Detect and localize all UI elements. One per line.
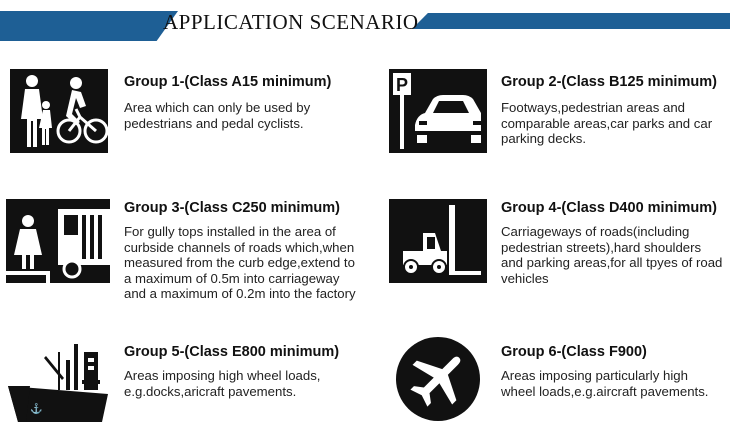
banner-stripe-right xyxy=(412,13,730,29)
forklift-icon xyxy=(389,199,487,283)
pedestrian-cyclist-icon xyxy=(10,69,108,153)
airplane-icon xyxy=(395,336,481,422)
group-2-description: Footways,pedestrian areas and comparable areas,car parks and car parking decks. xyxy=(501,100,713,146)
group-3-description: For gully tops installed in the area of curbside channels of roads which,when measured from the curb edge,extend to a maximum of 0.5m into carriageway and a maximum of 0.2m into the factory xyxy=(124,224,356,301)
ship-dock-icon xyxy=(6,338,110,422)
group-1-title: Group 1-(Class A15 minimum) xyxy=(124,74,332,90)
svg-text:⚓: ⚓ xyxy=(30,404,43,415)
group-5-title: Group 5-(Class E800 minimum) xyxy=(124,344,340,360)
group-2-title: Group 2-(Class B125 minimum) xyxy=(501,74,717,90)
banner-stripe-left xyxy=(0,11,178,41)
group-3-title: Group 3-(Class C250 minimum) xyxy=(124,200,340,216)
group-4-description: Carriageways of roads(including pedestrian streets),hard shoulders and parking areas,for all tpyes of road vehicles xyxy=(501,224,723,286)
group-1-description: Area which can only be used by pedestrians and pedal cyclists. xyxy=(124,100,311,131)
group-5-description: Areas imposing high wheel loads, e.g.docks,aricraft pavements. xyxy=(124,368,321,399)
group-6-description: Areas imposing particularly high wheel loads,e.g.aircraft pavements. xyxy=(501,368,709,399)
group-4-title: Group 4-(Class D400 minimum) xyxy=(501,200,717,216)
page-title: APPLICATION SCENARIO xyxy=(163,10,419,34)
curbside-truck-icon xyxy=(6,199,110,283)
svg-text:P: P xyxy=(395,75,409,95)
car-parking-icon xyxy=(389,69,487,153)
header-banner xyxy=(0,0,750,44)
group-6-title: Group 6-(Class F900) xyxy=(501,344,647,360)
